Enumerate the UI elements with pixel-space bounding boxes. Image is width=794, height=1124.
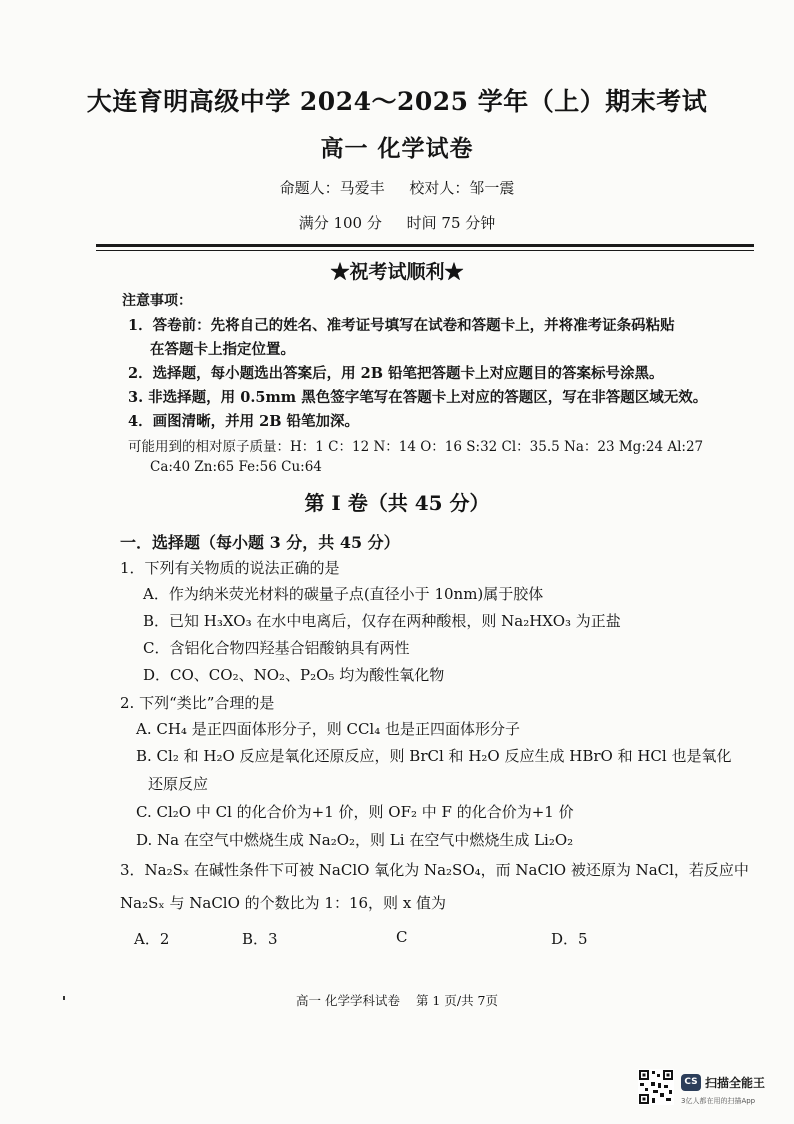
- score-line: [0, 212, 794, 233]
- duration: 时间 75 分钟: [406, 214, 496, 232]
- notes-heading: 注意事项：: [122, 293, 192, 309]
- page-footer: [0, 991, 794, 1009]
- question-3-stem: 3．Na₂Sₓ 在碱性条件下可被 NaClO 氧化为 Na₂SO₄，而 NaClO 被还原为 NaCl，若反应中: [120, 861, 749, 879]
- question-2-option-b: B. Cl₂ 和 H₂O 反应是氧化还原反应，则 BrCl 和 H₂O 反应生成 HBrO 和 HCl 也是氧化: [136, 747, 732, 765]
- question-3-option-b: B．3: [242, 930, 278, 948]
- question-1-stem: 1．下列有关物质的说法正确的是: [120, 559, 340, 577]
- exam-subtitle: 高一 化学试卷: [320, 135, 474, 162]
- atomic-mass-line-1: 可能用到的相对原子质量：H：1 C：12 N：14 O：16 S:32 Cl：35.5 Na：23 Mg:24 Al:27: [128, 439, 704, 455]
- note-item-1-cont: 在答题卡上指定位置。: [150, 341, 295, 358]
- question-3-option-a: A．2: [134, 930, 170, 948]
- question-2-option-a: A. CH₄ 是正四面体形分子，则 CCl₄ 也是正四面体形分子: [136, 720, 521, 738]
- question-1-option-c: C．含铝化合物四羟基合铝酸钠具有两性: [143, 639, 410, 657]
- note-item-4: 4．画图清晰，并用 2B 铅笔加深。: [128, 413, 360, 430]
- camscanner-logo-icon: CS: [681, 1074, 701, 1091]
- note-item-1: 1．答卷前：先将自己的姓名、准考证号填写在试卷和答题卡上，并将准考证条码粘贴: [128, 317, 675, 334]
- section-title: 第 I 卷（共 45 分）: [304, 491, 490, 515]
- scanner-tagline: 3亿人都在用的扫描App: [681, 1097, 756, 1105]
- question-2-option-d: D. Na 在空气中燃烧生成 Na₂O₂，则 Li 在空气中燃烧生成 Li₂O₂: [136, 831, 574, 849]
- question-1-option-a: A．作为纳米荧光材料的碳量子点(直径小于 10nm)属于胶体: [143, 585, 544, 603]
- section-subtitle: 一．选择题（每小题 3 分，共 45 分）: [120, 533, 400, 552]
- footer-page-number: 第 1 页/共 7页: [415, 993, 498, 1008]
- question-2-option-c: C. Cl₂O 中 Cl 的化合价为+1 价，则 OF₂ 中 F 的化合价为+1 价: [136, 803, 574, 821]
- good-luck-banner: ★祝考试顺利★: [330, 261, 464, 283]
- note-item-3: 3. 非选择题，用 0.5mm 黑色签字笔写在答题卡上对应的答题区，写在非答题区域无效。: [128, 389, 708, 406]
- atomic-mass-line-2: Ca:40 Zn:65 Fe:56 Cu:64: [150, 459, 322, 475]
- question-2-option-b-cont: 还原反应: [148, 775, 209, 793]
- qr-code-icon: [638, 1069, 674, 1105]
- proofreader: 校对人：邹一震: [409, 179, 515, 197]
- question-3-option-c: C: [396, 928, 408, 946]
- question-1-option-d: D．CO、CO₂、NO₂、P₂O₅ 均为酸性氧化物: [143, 666, 445, 684]
- author: 命题人：马爱丰: [279, 179, 385, 197]
- note-item-2: 2．选择题，每小题选出答案后，用 2B 铅笔把答题卡上对应题目的答案标号涂黑。: [128, 365, 664, 382]
- full-score: 满分 100 分: [298, 214, 382, 232]
- footer-course: 高一 化学学科试卷: [295, 993, 400, 1008]
- header-divider-thin: [96, 250, 754, 251]
- question-3-stem-cont: Na₂Sₓ 与 NaClO 的个数比为 1：16，则 x 值为: [120, 894, 447, 912]
- question-2-stem: 2. 下列“类比”合理的是: [120, 694, 275, 712]
- header-divider-thick: [96, 244, 754, 247]
- scanner-app-name: 扫描全能王: [705, 1076, 766, 1090]
- author-line: [0, 177, 794, 198]
- question-3-option-d: D．5: [551, 930, 588, 948]
- exam-title: 大连育明高级中学 2024～2025 学年（上）期末考试: [86, 87, 708, 116]
- question-1-option-b: B．已知 H₃XO₃ 在水中电离后，仅存在两种酸根，则 Na₂HXO₃ 为正盐: [143, 612, 621, 630]
